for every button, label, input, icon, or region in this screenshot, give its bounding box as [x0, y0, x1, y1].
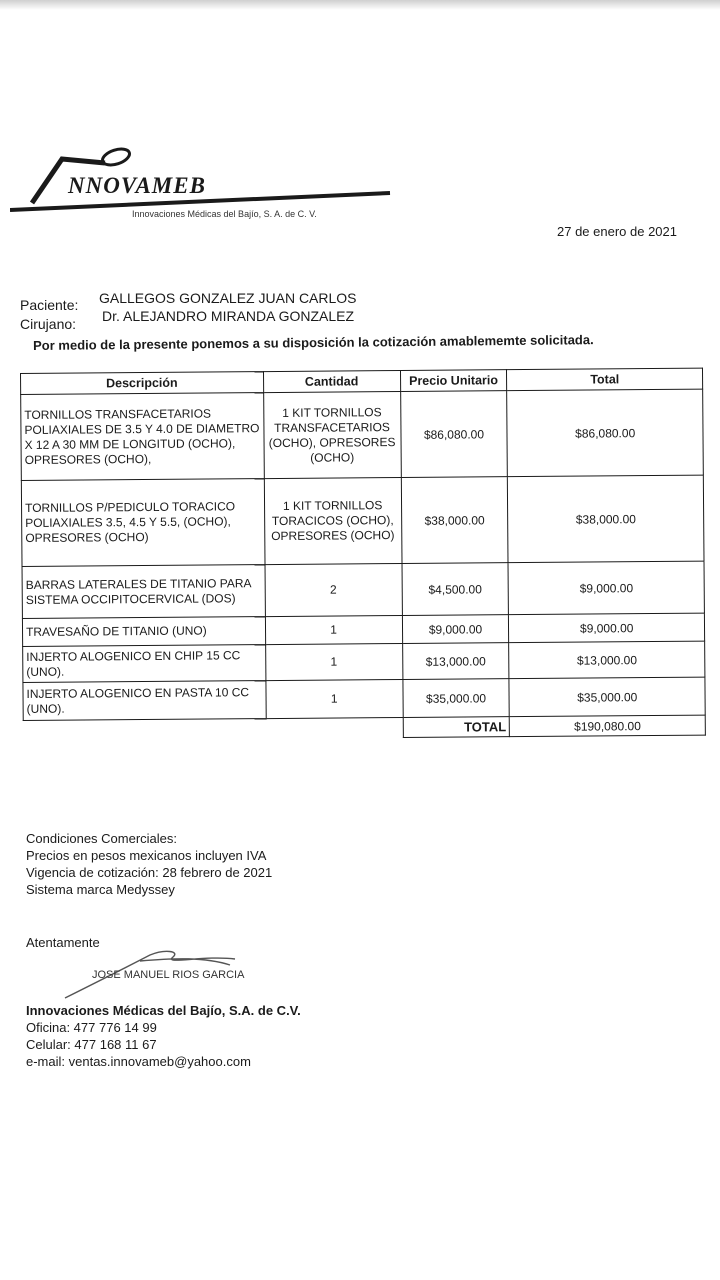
total-label: TOTAL [403, 717, 510, 738]
row-total: $13,000.00 [509, 641, 705, 679]
contact-office-phone: Oficina: 477 776 14 99 [26, 1020, 157, 1035]
row-total: $38,000.00 [508, 475, 704, 563]
table-row [23, 677, 705, 720]
patient-name: GALLEGOS GONZALEZ JUAN CARLOS [99, 290, 357, 306]
row-description: INJERTO ALOGENICO EN PASTA 10 CC (UNO). [23, 681, 266, 721]
row-total: $86,080.00 [507, 389, 703, 477]
row-quantity: 2 [265, 564, 402, 617]
row-unit-price: $4,500.00 [402, 563, 509, 616]
row-quantity: 1 [266, 680, 403, 719]
header-total: Total [507, 368, 703, 391]
row-description: TORNILLOS P/PEDICULO TORACICO POLIAXIALES 3.5, 4.5 Y 5.5, (OCHO), OPRESORES (OCHO) [21, 479, 264, 567]
commercial-conditions [26, 830, 272, 898]
table-row [21, 389, 704, 480]
header-cantidad: Cantidad [263, 371, 400, 393]
surgeon-name: Dr. ALEJANDRO MIRANDA GONZALEZ [102, 308, 355, 324]
patient-label: Paciente: [20, 297, 79, 313]
row-description: BARRAS LATERALES DE TITANIO PARA SISTEMA OCCIPITOCERVICAL (DOS) [22, 565, 265, 619]
contact-block [26, 1002, 301, 1070]
total-spacer [266, 718, 403, 739]
table-row [22, 561, 704, 618]
company-logo [10, 145, 395, 230]
row-description: TORNILLOS TRANSFACETARIOS POLIAXIALES DE 3.5 Y 4.0 DE DIAMETRO X 12 A 30 MM DE LONGITUD (OCHO), OPRESORES (OCHO), [21, 393, 264, 481]
conditions-line: Precios en pesos mexicanos incluyen IVA [26, 848, 267, 863]
row-total: $35,000.00 [509, 677, 705, 717]
signer-name: JOSE MANUEL RIOS GARCIA [92, 969, 245, 981]
document-date: 27 de enero de 2021 [557, 224, 677, 239]
conditions-line: Sistema marca Medyssey [26, 882, 175, 897]
contact-email: e-mail: ventas.innovameb@yahoo.com [26, 1054, 251, 1069]
row-quantity: 1 KIT TORNILLOS TRANSFACETARIOS (OCHO), OPRESORES (OCHO) [263, 392, 401, 479]
contact-company: Innovaciones Médicas del Bajío, S.A. de C.V. [26, 1003, 301, 1018]
closing-greeting: Atentamente [26, 935, 100, 950]
header-precio-unitario: Precio Unitario [400, 370, 507, 392]
row-unit-price: $13,000.00 [402, 643, 509, 680]
row-unit-price: $9,000.00 [402, 615, 509, 644]
row-description: TRAVESAÑO DE TITANIO (UNO) [22, 617, 265, 647]
row-quantity: 1 [265, 644, 402, 681]
header-descripcion: Descripción [21, 372, 264, 395]
row-unit-price: $38,000.00 [401, 477, 509, 564]
row-total: $9,000.00 [509, 613, 705, 643]
contact-mobile-phone: Celular: 477 168 11 67 [26, 1037, 157, 1052]
total-value: $190,080.00 [510, 715, 706, 737]
quotation-table [20, 368, 706, 741]
surgeon-label: Cirujano: [20, 316, 77, 332]
brand-name: NNOVAMEB [68, 173, 206, 198]
row-description: INJERTO ALOGENICO EN CHIP 15 CC (UNO). [23, 645, 266, 683]
row-total: $9,000.00 [508, 561, 704, 615]
row-quantity: 1 [265, 616, 402, 645]
page-top-edge [0, 0, 720, 10]
table-row [23, 641, 705, 682]
total-row [23, 715, 705, 740]
total-spacer [23, 719, 266, 741]
brand-subtitle: Innovaciones Médicas del Bajío, S. A. de C. V. [132, 209, 317, 219]
row-unit-price: $86,080.00 [400, 391, 508, 478]
row-unit-price: $35,000.00 [402, 679, 509, 718]
intro-text: Por medio de la presente ponemos a su disposición la cotización amablememte solicitada. [33, 332, 594, 353]
conditions-line: Vigencia de cotización: 28 febrero de 2021 [26, 865, 273, 880]
row-quantity: 1 KIT TORNILLOS TORACICOS (OCHO), OPRESORES (OCHO) [264, 478, 402, 565]
conditions-title: Condiciones Comerciales: [26, 831, 178, 846]
table-row [21, 475, 704, 566]
